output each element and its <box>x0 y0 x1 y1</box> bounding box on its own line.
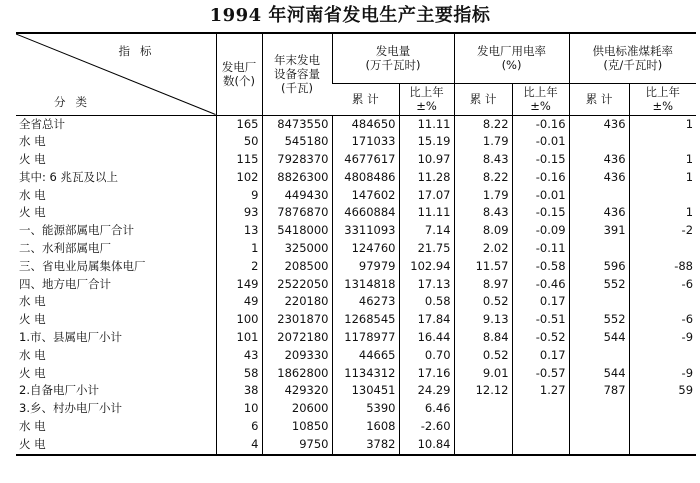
table-row <box>16 347 696 365</box>
cell-self-use-yoy <box>512 400 569 418</box>
cell-plants: 102 <box>216 169 262 187</box>
cell-capacity: 325000 <box>262 240 332 258</box>
row-label: 水 电 <box>19 419 46 434</box>
cell-capacity: 209330 <box>262 347 332 365</box>
cell-self-use <box>454 436 512 455</box>
row-label: 火 电 <box>16 436 216 455</box>
cell-self-use: 12.12 <box>454 382 512 400</box>
cell-plants: 100 <box>216 311 262 329</box>
header-self-use-line2: (%) <box>501 58 522 73</box>
cell-capacity: 8826300 <box>262 169 332 187</box>
table-body <box>16 115 696 455</box>
cell-generation-yoy: 102.94 <box>399 258 454 276</box>
cell-generation: 1134312 <box>332 365 399 383</box>
header-coal-yoy <box>629 83 696 115</box>
row-label: 水 电 <box>19 347 46 362</box>
cell-coal-yoy: 1 <box>629 204 696 222</box>
cell-generation-yoy: 11.28 <box>399 169 454 187</box>
table-row <box>16 187 696 205</box>
header-gen-cumulative: 累 计 <box>332 83 399 115</box>
cell-plants: 58 <box>216 365 262 383</box>
cell-plants: 13 <box>216 222 262 240</box>
header-plants <box>216 33 262 115</box>
row-label: 四、地方电厂合计 <box>19 276 111 291</box>
header-capacity-line2: 设备容量 <box>274 67 320 82</box>
cell-coal <box>569 400 629 418</box>
table-row <box>16 400 696 418</box>
table-row <box>16 311 696 329</box>
cell-coal <box>569 418 629 436</box>
table-title: 1994 年河南省发电生产主要指标 <box>209 5 491 26</box>
cell-plants: 115 <box>216 151 262 169</box>
cell-self-use: 8.43 <box>454 151 512 169</box>
cell-self-use-yoy: -0.15 <box>512 151 569 169</box>
header-self-use-rate <box>454 33 569 83</box>
table-row <box>16 240 696 258</box>
cell-capacity: 5418000 <box>262 222 332 240</box>
cell-self-use-yoy: -0.52 <box>512 329 569 347</box>
cell-generation-yoy: 17.13 <box>399 276 454 294</box>
cell-coal: 436 <box>569 204 629 222</box>
header-generation-line2: (万千瓦时) <box>365 58 421 73</box>
cell-self-use: 0.52 <box>454 347 512 365</box>
cell-coal <box>569 436 629 455</box>
cell-coal-yoy <box>629 347 696 365</box>
header-coal-consumption <box>569 33 696 83</box>
cell-self-use-yoy <box>512 418 569 436</box>
table-row <box>16 258 696 276</box>
cell-self-use-yoy: -0.01 <box>512 187 569 205</box>
cell-self-use-yoy <box>512 436 569 455</box>
header-gen-yoy-line2: ±% <box>416 99 437 113</box>
cell-generation: 130451 <box>332 382 399 400</box>
header-coal-yoy-line2: ±% <box>652 99 674 113</box>
cell-self-use: 0.52 <box>454 293 512 311</box>
cell-self-use-yoy: -0.01 <box>512 133 569 151</box>
header-self-yoy <box>512 83 569 115</box>
cell-coal: 391 <box>569 222 629 240</box>
cell-self-use-yoy: -0.09 <box>512 222 569 240</box>
table-row <box>16 115 696 133</box>
row-label: 火 电 <box>19 365 46 380</box>
row-label: 三、省电业局属集体电厂 <box>19 258 146 273</box>
cell-coal-yoy <box>629 293 696 311</box>
cell-plants: 50 <box>216 133 262 151</box>
cell-generation: 3782 <box>332 436 399 455</box>
cell-self-use: 2.02 <box>454 240 512 258</box>
cell-plants: 10 <box>216 400 262 418</box>
cell-self-use-yoy: -0.58 <box>512 258 569 276</box>
header-coal-line1: 供电标准煤耗率 <box>592 44 674 59</box>
cell-coal-yoy: 1 <box>629 169 696 187</box>
cell-generation-yoy: 6.46 <box>399 400 454 418</box>
cell-capacity: 7928370 <box>262 151 332 169</box>
cell-self-use-yoy: -0.15 <box>512 204 569 222</box>
cell-coal-yoy: -2 <box>629 222 696 240</box>
header-category-label: 分类 <box>54 94 97 109</box>
table-row <box>16 151 696 169</box>
cell-generation-yoy: 11.11 <box>399 204 454 222</box>
cell-coal <box>569 240 629 258</box>
cell-self-use: 9.01 <box>454 365 512 383</box>
header-self-yoy-line1: 比上年 <box>523 85 558 99</box>
cell-self-use-yoy: 0.17 <box>512 347 569 365</box>
cell-coal <box>569 347 629 365</box>
cell-coal: 787 <box>569 382 629 400</box>
row-label: 二、水利部属电厂 <box>19 241 111 256</box>
header-capacity-line3: (千瓦) <box>281 81 313 96</box>
cell-generation: 97979 <box>332 258 399 276</box>
cell-capacity: 449430 <box>262 187 332 205</box>
cell-generation-yoy: 17.07 <box>399 187 454 205</box>
header-coal-line2: (克/千瓦时) <box>603 58 663 73</box>
row-label: 2.自备电厂小计 <box>19 383 99 398</box>
cell-self-use <box>454 418 512 436</box>
cell-generation: 5390 <box>332 400 399 418</box>
cell-coal-yoy: 59 <box>629 382 696 400</box>
cell-plants: 38 <box>216 382 262 400</box>
cell-coal-yoy: -9 <box>629 365 696 383</box>
cell-self-use-yoy: -0.57 <box>512 365 569 383</box>
row-label: 水 电 <box>19 134 46 149</box>
table-header <box>16 33 696 115</box>
row-label: 火 电 <box>19 312 46 327</box>
cell-coal: 552 <box>569 276 629 294</box>
cell-plants: 101 <box>216 329 262 347</box>
cell-self-use: 8.43 <box>454 204 512 222</box>
cell-plants: 9 <box>216 187 262 205</box>
header-self-yoy-line2: ±% <box>530 99 551 113</box>
cell-self-use <box>454 400 512 418</box>
cell-generation-yoy: 11.11 <box>399 115 454 133</box>
cell-coal <box>569 293 629 311</box>
cell-generation-yoy: 10.84 <box>399 436 454 455</box>
cell-self-use-yoy: 1.27 <box>512 382 569 400</box>
cell-capacity: 208500 <box>262 258 332 276</box>
cell-self-use-yoy: -0.16 <box>512 115 569 133</box>
cell-self-use: 8.84 <box>454 329 512 347</box>
cell-plants: 165 <box>216 115 262 133</box>
cell-coal-yoy <box>629 240 696 258</box>
cell-generation: 3311093 <box>332 222 399 240</box>
cell-plants: 2 <box>216 258 262 276</box>
cell-generation: 4808486 <box>332 169 399 187</box>
cell-coal-yoy: 1 <box>629 115 696 133</box>
cell-generation-yoy: 7.14 <box>399 222 454 240</box>
cell-plants: 1 <box>216 240 262 258</box>
cell-plants: 4 <box>216 436 262 455</box>
cell-coal: 552 <box>569 311 629 329</box>
cell-self-use-yoy: -0.51 <box>512 311 569 329</box>
cell-capacity: 1862800 <box>262 365 332 383</box>
cell-self-use: 11.57 <box>454 258 512 276</box>
table-row <box>16 436 696 455</box>
cell-plants: 93 <box>216 204 262 222</box>
row-label: 火 电 <box>19 152 46 167</box>
cell-coal: 544 <box>569 365 629 383</box>
cell-capacity: 8473550 <box>262 115 332 133</box>
header-plants-line1: 发电厂 <box>221 60 257 75</box>
cell-generation: 484650 <box>332 115 399 133</box>
cell-generation: 4677617 <box>332 151 399 169</box>
cell-plants: 6 <box>216 418 262 436</box>
cell-coal-yoy <box>629 187 696 205</box>
cell-capacity: 20600 <box>262 400 332 418</box>
table-row <box>16 365 696 383</box>
header-gen-yoy <box>399 83 454 115</box>
cell-generation-yoy: 10.97 <box>399 151 454 169</box>
cell-self-use: 9.13 <box>454 311 512 329</box>
cell-coal-yoy <box>629 418 696 436</box>
cell-self-use: 8.09 <box>454 222 512 240</box>
header-coal-yoy-line1: 比上年 <box>645 85 681 99</box>
cell-generation-yoy: 16.44 <box>399 329 454 347</box>
cell-self-use: 8.22 <box>454 169 512 187</box>
cell-self-use: 1.79 <box>454 133 512 151</box>
cell-capacity: 2522050 <box>262 276 332 294</box>
cell-coal: 544 <box>569 329 629 347</box>
cell-capacity: 7876870 <box>262 204 332 222</box>
diagonal-line <box>16 34 216 115</box>
table-row <box>16 133 696 151</box>
cell-self-use: 8.97 <box>454 276 512 294</box>
table-row <box>16 293 696 311</box>
header-plants-line2: 数(个) <box>223 74 255 89</box>
cell-coal <box>569 187 629 205</box>
cell-coal-yoy: -88 <box>629 258 696 276</box>
cell-capacity: 10850 <box>262 418 332 436</box>
row-label: 其中: 6 兆瓦及以上 <box>19 169 119 184</box>
cell-coal-yoy: 1 <box>629 151 696 169</box>
header-indicator-label: 指标 <box>118 44 162 58</box>
cell-generation-yoy: 17.84 <box>399 311 454 329</box>
cell-plants: 43 <box>216 347 262 365</box>
header-generation-line1: 发电量 <box>375 44 411 59</box>
cell-generation-yoy: 15.19 <box>399 133 454 151</box>
cell-coal <box>569 133 629 151</box>
cell-coal-yoy <box>629 436 696 455</box>
cell-generation: 46273 <box>332 293 399 311</box>
cell-self-use-yoy: -0.16 <box>512 169 569 187</box>
cell-coal: 436 <box>569 151 629 169</box>
cell-generation: 147602 <box>332 187 399 205</box>
cell-generation: 171033 <box>332 133 399 151</box>
cell-plants: 149 <box>216 276 262 294</box>
cell-coal-yoy: -6 <box>629 276 696 294</box>
row-label: 水 电 <box>19 294 46 309</box>
header-gen-yoy-line1: 比上年 <box>409 85 444 99</box>
row-label: 水 电 <box>19 187 46 202</box>
cell-generation: 1314818 <box>332 276 399 294</box>
cell-generation-yoy: -2.60 <box>399 418 454 436</box>
cell-capacity: 220180 <box>262 293 332 311</box>
cell-coal-yoy: -6 <box>629 311 696 329</box>
table-row <box>16 222 696 240</box>
diagonal-header-cell <box>16 33 216 115</box>
table-row <box>16 169 696 187</box>
cell-generation-yoy: 17.16 <box>399 365 454 383</box>
table-row <box>16 418 696 436</box>
power-statistics-table <box>16 32 696 456</box>
cell-generation: 4660884 <box>332 204 399 222</box>
cell-generation: 1178977 <box>332 329 399 347</box>
cell-capacity: 2072180 <box>262 329 332 347</box>
header-self-use-line1: 发电厂用电率 <box>477 44 547 59</box>
cell-generation-yoy: 0.70 <box>399 347 454 365</box>
cell-generation: 1608 <box>332 418 399 436</box>
header-coal-cumulative: 累 计 <box>569 83 629 115</box>
cell-self-use-yoy: -0.11 <box>512 240 569 258</box>
cell-self-use: 1.79 <box>454 187 512 205</box>
table-row <box>16 382 696 400</box>
cell-generation: 124760 <box>332 240 399 258</box>
cell-capacity: 2301870 <box>262 311 332 329</box>
table-row <box>16 204 696 222</box>
header-capacity-line1: 年末发电 <box>274 53 320 68</box>
cell-plants: 49 <box>216 293 262 311</box>
row-label: 全省总计 <box>19 116 65 131</box>
header-generation <box>332 33 454 83</box>
table-row <box>16 276 696 294</box>
table-row <box>16 329 696 347</box>
cell-generation-yoy: 21.75 <box>399 240 454 258</box>
cell-coal: 596 <box>569 258 629 276</box>
cell-generation: 1268545 <box>332 311 399 329</box>
row-label: 3.乡、村办电厂小计 <box>19 401 122 416</box>
cell-coal-yoy <box>629 133 696 151</box>
row-label: 1.市、县属电厂小计 <box>19 330 122 345</box>
row-label: 火 电 <box>19 205 46 220</box>
cell-coal-yoy: -9 <box>629 329 696 347</box>
cell-coal: 436 <box>569 115 629 133</box>
cell-self-use: 8.22 <box>454 115 512 133</box>
cell-generation-yoy: 24.29 <box>399 382 454 400</box>
cell-capacity: 9750 <box>262 436 332 455</box>
cell-self-use-yoy: 0.17 <box>512 293 569 311</box>
cell-generation-yoy: 0.58 <box>399 293 454 311</box>
header-self-cumulative: 累 计 <box>454 83 512 115</box>
cell-capacity: 429320 <box>262 382 332 400</box>
cell-self-use-yoy: -0.46 <box>512 276 569 294</box>
cell-coal-yoy <box>629 400 696 418</box>
header-capacity <box>262 33 332 115</box>
row-label: 一、能源部属电厂合计 <box>19 223 134 238</box>
cell-capacity: 545180 <box>262 133 332 151</box>
cell-coal: 436 <box>569 169 629 187</box>
cell-generation: 44665 <box>332 347 399 365</box>
